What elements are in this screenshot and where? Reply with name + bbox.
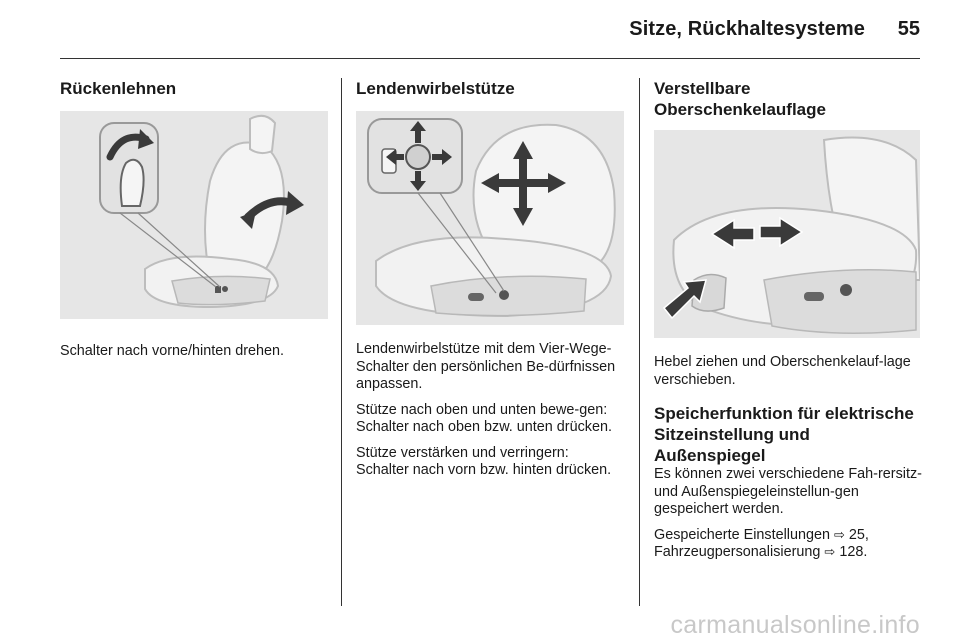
page-number: 55	[897, 18, 920, 40]
page-reference-arrow-icon: ⇨	[824, 545, 836, 560]
column-lumbar	[356, 76, 624, 488]
lumbar-paragraph-3: Stütze verstärken und verringern: Schalter nach vorn bzw. hinten drücken.	[356, 444, 612, 478]
seat-thigh-support-illustration-icon	[654, 130, 920, 338]
lumbar-text	[356, 341, 624, 480]
thigh-support-figure	[654, 130, 920, 338]
column-divider-1	[341, 78, 342, 606]
lumbar-paragraph-2: Stütze nach oben und unten bewe-gen: Schalter nach oben bzw. unten drücken.	[356, 401, 613, 435]
heading-line-2: Oberschenkelauflage	[654, 100, 826, 119]
section-heading-thigh-support	[654, 78, 924, 120]
lumbar-figure	[356, 111, 624, 325]
section-heading-memory: Speicherfunktion für elektrische Sitzeinstellung und Außenspiegel	[654, 404, 914, 465]
column-backrest	[60, 76, 328, 369]
running-header-title: Sitze, Rückhaltesysteme	[629, 18, 865, 40]
ref-1-page[interactable]: 25,	[848, 526, 869, 543]
lumbar-paragraph-1: Lendenwirbelstütze mit dem Vier-Wege-Schalter den persönlichen Be-dürfnissen anpassen.	[356, 341, 616, 392]
watermark: carmanualsonline.info	[670, 611, 920, 639]
column-thigh-support	[654, 76, 924, 570]
section-heading-lumbar: Lendenwirbelstütze	[356, 79, 515, 98]
ref-1-text[interactable]: Gespeicherte Einstellungen	[654, 526, 830, 543]
section-heading-backrest: Rückenlehnen	[60, 79, 177, 98]
thigh-support-caption: Hebel ziehen und Oberschenkelauf-lage verschieben.	[654, 354, 911, 388]
heading-line-1: Verstellbare	[654, 79, 751, 98]
seat-lumbar-illustration-icon	[356, 111, 624, 325]
memory-paragraph-1: Es können zwei verschiedene Fah-rersitz- und Außenspiegeleinstellun-gen gespeichert werden.	[654, 466, 922, 517]
ref-2-text[interactable]: Fahrzeugpersonalisierung	[654, 544, 821, 560]
backrest-figure	[60, 111, 328, 319]
memory-references	[654, 527, 924, 562]
backrest-caption: Schalter nach vorne/hinten drehen.	[60, 343, 285, 359]
column-divider-2	[639, 78, 640, 606]
header-rule	[60, 58, 920, 59]
page-reference-arrow-icon: ⇨	[834, 527, 845, 543]
seat-backrest-illustration-icon	[60, 111, 328, 319]
ref-2-page[interactable]: 128.	[839, 544, 868, 560]
